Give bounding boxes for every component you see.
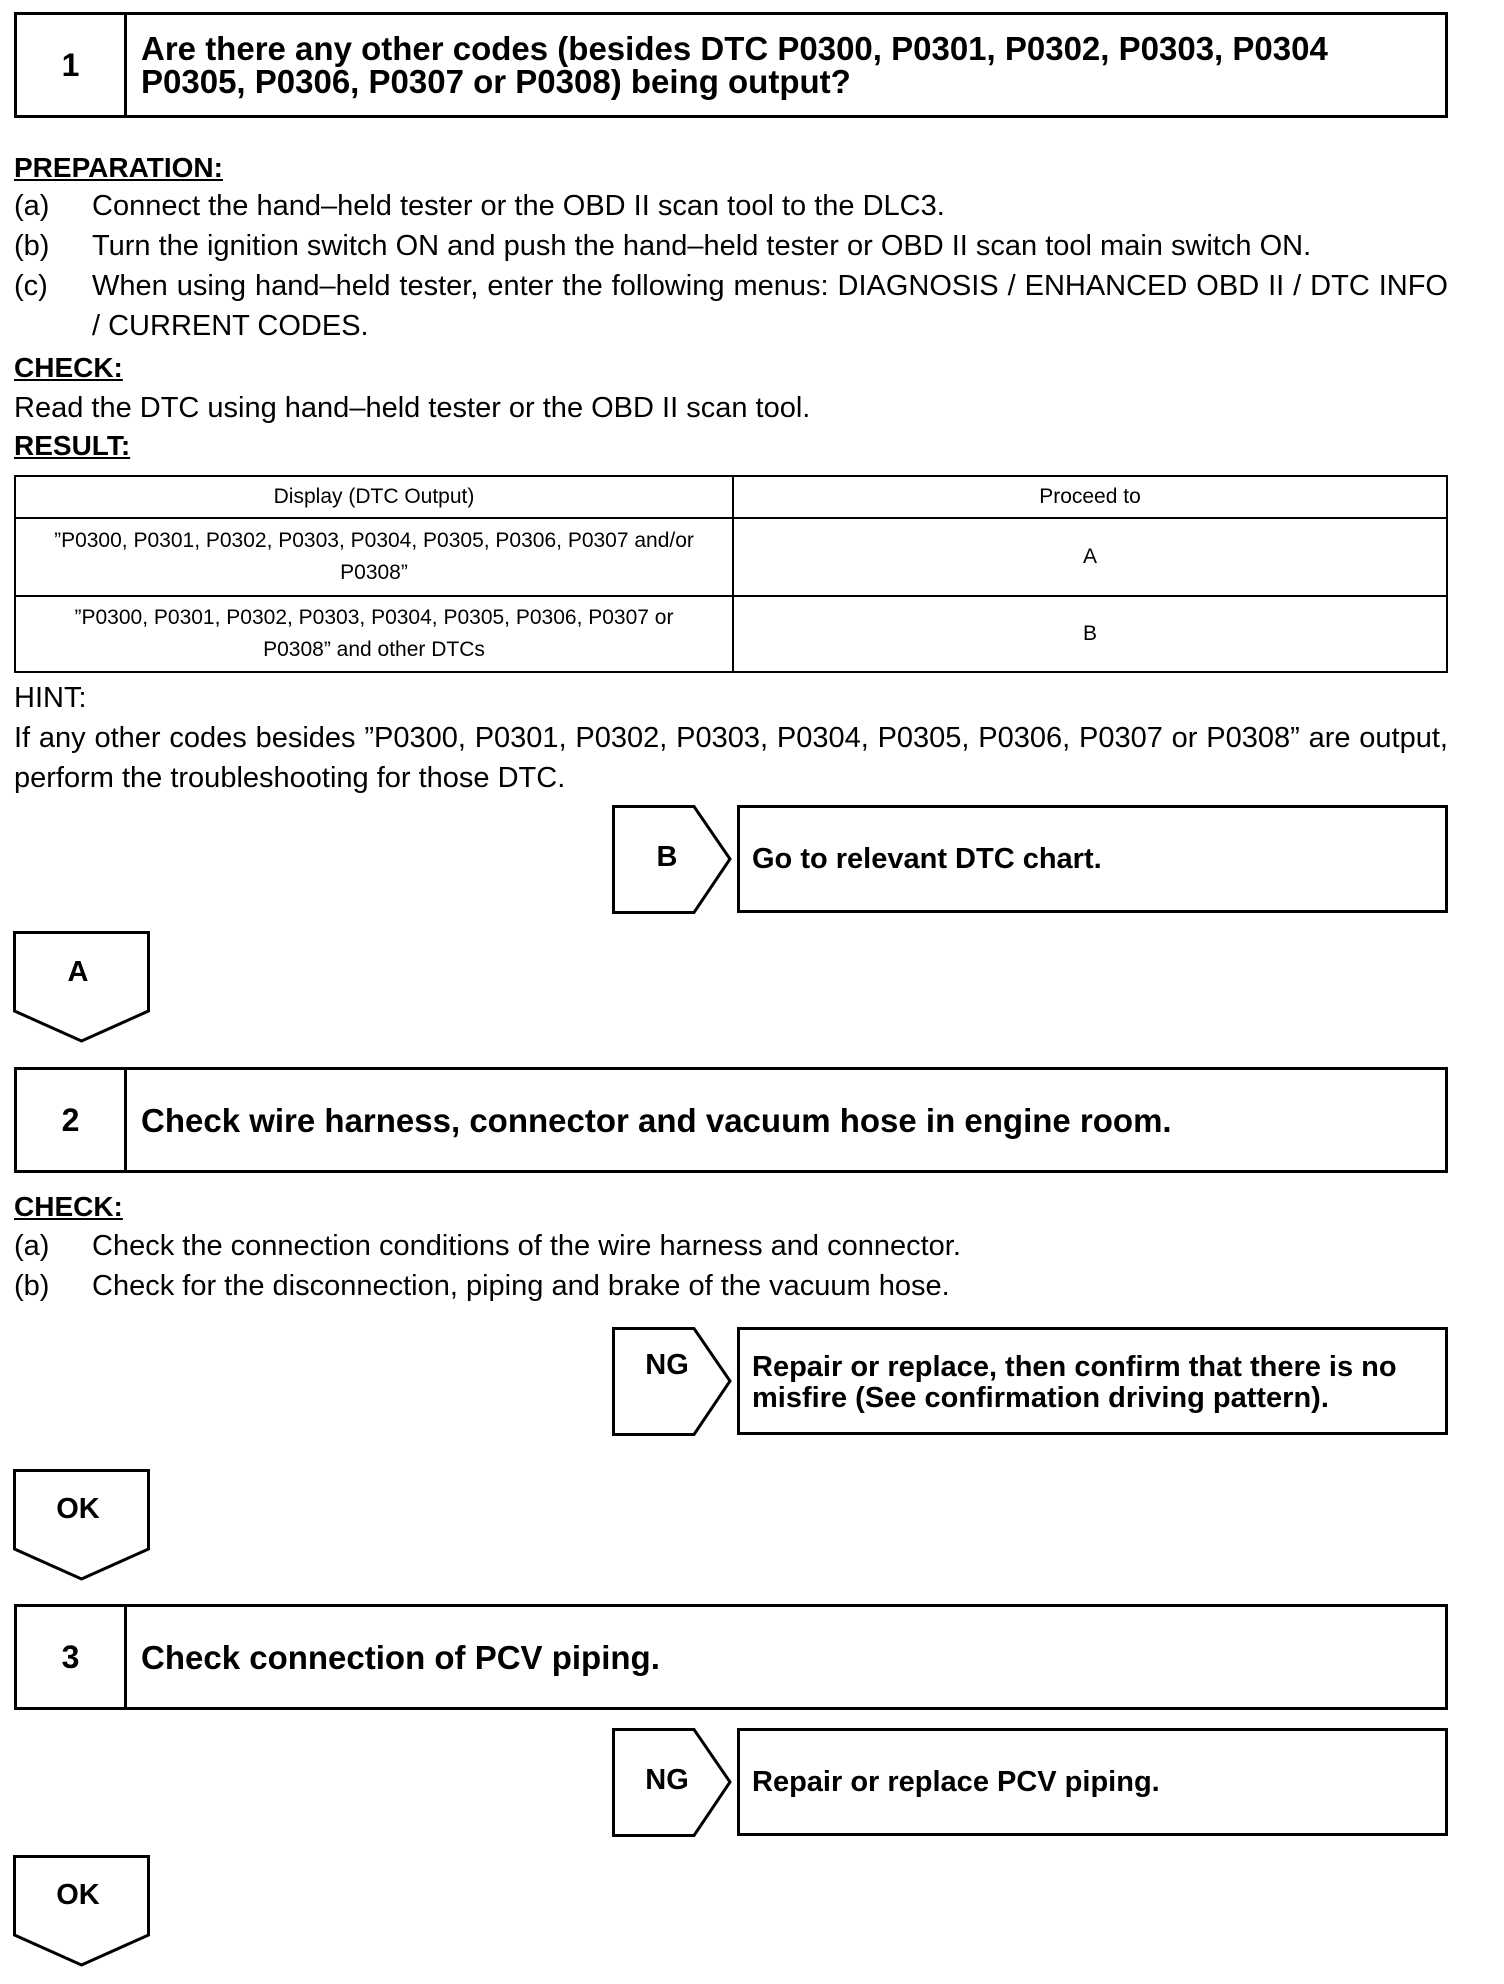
step-1-title xyxy=(141,15,1431,115)
item-label: (c) xyxy=(14,270,48,302)
step-3-number: 3 xyxy=(17,1607,127,1707)
check-text-1: Read the DTC using hand–held tester or the OBD II scan tool. xyxy=(14,392,811,424)
check-heading-1: CHECK: xyxy=(14,352,123,383)
table-header-proceed: Proceed to xyxy=(733,476,1447,518)
branch-ng-label-3: NG xyxy=(645,1764,689,1796)
step-1-number: 1 xyxy=(17,15,127,115)
item-text: Check for the disconnection, piping and brake of the vacuum hose. xyxy=(92,1270,950,1302)
table-row xyxy=(15,596,1447,672)
step-2-title: Check wire harness, connector and vacuum hose in engine room. xyxy=(141,1101,1172,1139)
item-label: (b) xyxy=(14,230,50,262)
down-a-label: A xyxy=(67,956,89,988)
step-2-number: 2 xyxy=(17,1070,127,1170)
item-label: (a) xyxy=(14,190,50,222)
table-cell-display: ”P0300, P0301, P0302, P0303, P0304, P0305, P0306, P0307 or P0308” and other DTCs xyxy=(15,596,733,672)
preparation-heading: PREPARATION: xyxy=(14,152,223,183)
item-label: (b) xyxy=(14,1270,50,1302)
step-3-box xyxy=(14,1604,1448,1710)
branch-ng-result-3 xyxy=(737,1728,1448,1836)
step-3-title: Check connection of PCV piping. xyxy=(141,1638,660,1676)
branch-ng-text-line2: misfire (See confirmation driving pattern). xyxy=(752,1382,1329,1414)
item-label: (a) xyxy=(14,1230,50,1262)
item-text: When using hand–held tester, enter the following menus: DIAGNOSIS / ENHANCED OBD II / DTC INFO / CURRENT CODES. xyxy=(92,270,1448,342)
down-ok-label-3: OK xyxy=(56,1879,100,1911)
branch-b-text: Go to relevant DTC chart. xyxy=(752,842,1102,875)
table-header-display: Display (DTC Output) xyxy=(15,476,733,518)
branch-ng-text-line1: Repair or replace, then confirm that there is no xyxy=(752,1351,1397,1383)
step-1-box xyxy=(14,12,1448,118)
branch-ng-text-3: Repair or replace PCV piping. xyxy=(752,1765,1160,1798)
item-text: Check the connection conditions of the wire harness and connector. xyxy=(92,1230,961,1262)
step-1-title-line2: P0305, P0306, P0307 or P0308) being output? xyxy=(141,63,851,100)
result-table xyxy=(14,475,1448,673)
hint-text: If any other codes besides ”P0300, P0301, P0302, P0303, P0304, P0305, P0306, P0307 or P0308” are output, perform the troubleshooting for those DTC. xyxy=(14,722,1448,794)
branch-b-label: B xyxy=(656,841,678,873)
branch-ng-result xyxy=(737,1327,1448,1435)
table-cell-display: ”P0300, P0301, P0302, P0303, P0304, P0305, P0306, P0307 and/or P0308” xyxy=(15,518,733,596)
branch-b-result xyxy=(737,805,1448,913)
table-cell-proceed: B xyxy=(733,596,1447,672)
down-ok-label: OK xyxy=(56,1493,100,1525)
step-1-title-line1: Are there any other codes (besides DTC P0300, P0301, P0302, P0303, P0304 xyxy=(141,30,1328,67)
result-heading: RESULT: xyxy=(14,430,131,461)
item-text: Turn the ignition switch ON and push the hand–held tester or OBD II scan tool main switch ON. xyxy=(92,230,1312,262)
branch-arrow-shape xyxy=(612,1327,732,1437)
table-cell-proceed: A xyxy=(733,518,1447,596)
check-heading-2: CHECK: xyxy=(14,1191,123,1222)
branch-ng-label: NG xyxy=(645,1349,689,1381)
hint-heading: HINT: xyxy=(14,682,87,714)
item-text: Connect the hand–held tester or the OBD II scan tool to the DLC3. xyxy=(92,190,945,222)
step-2-box xyxy=(14,1067,1448,1173)
table-row xyxy=(15,518,1447,596)
